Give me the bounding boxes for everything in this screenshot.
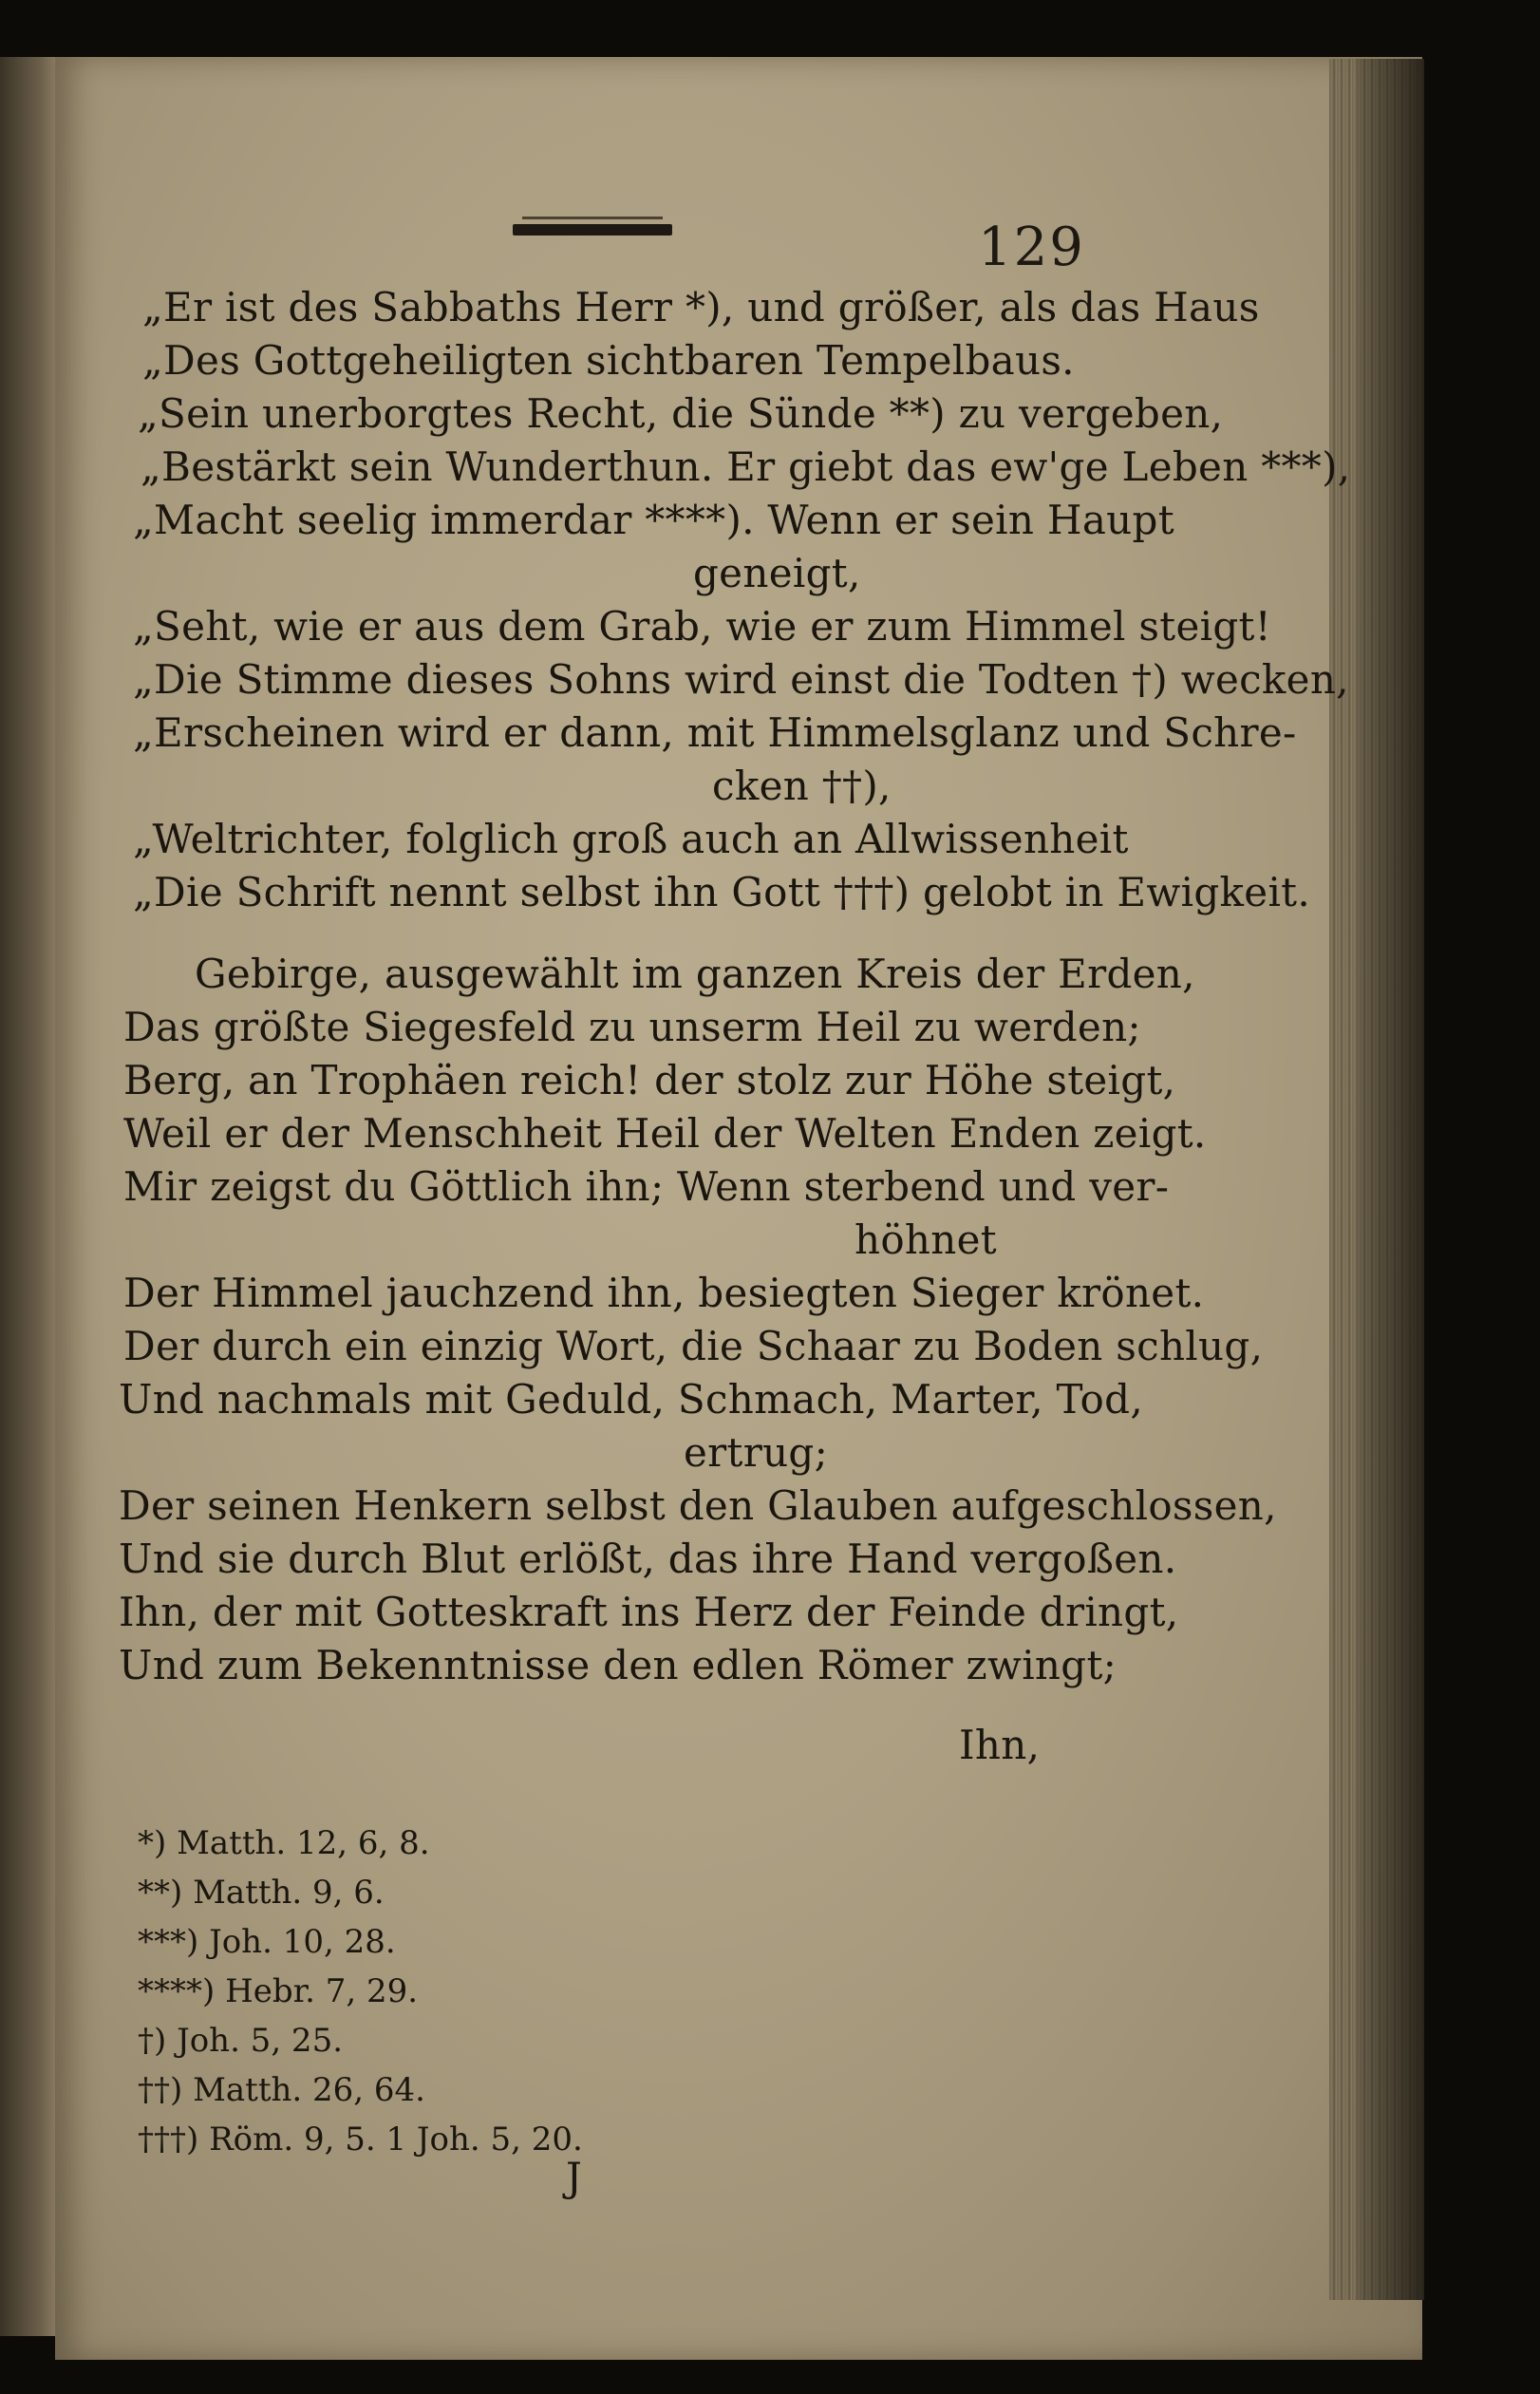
verse-line: „Macht seelig immerdar ****). Wenn er sein Haupt: [133, 497, 1174, 543]
signature-mark: J: [566, 2154, 582, 2200]
verse-line: „Er ist des Sabbaths Herr *), und größer, als das Haus: [142, 284, 1260, 330]
verse-line: „Die Stimme dieses Sohns wird einst die Todten †) wecken,: [133, 656, 1349, 703]
verse-line: Und zum Bekenntnisse den edlen Römer zwingt;: [119, 1642, 1117, 1688]
footnote: ††) Matth. 26, 64.: [138, 2071, 425, 2109]
verse-line: „Des Gottgeheiligten sichtbaren Tempelbaus.: [142, 337, 1075, 384]
verse-line: Und sie durch Blut erlößt, das ihre Hand vergoßen.: [119, 1536, 1177, 1582]
footnote: †††) Röm. 9, 5. 1 Joh. 5, 20.: [138, 2121, 583, 2158]
verse-line: „Erscheinen wird er dann, mit Himmelsglanz und Schre-: [133, 709, 1297, 756]
verse-line: Das größte Siegesfeld zu unserm Heil zu werden;: [123, 1004, 1141, 1050]
footnote: *) Matth. 12, 6, 8.: [138, 1824, 430, 1862]
verse-line: „Seht, wie er aus dem Grab, wie er zum Himmel steigt!: [133, 603, 1271, 650]
verse-line: Berg, an Trophäen reich! der stolz zur Höhe steigt,: [123, 1057, 1176, 1103]
verse-line-turnover: cken ††),: [712, 763, 892, 809]
verse-line: „Die Schrift nennt selbst ihn Gott †††) gelobt in Ewigkeit.: [133, 869, 1311, 915]
verse-line: „Sein unerborgtes Recht, die Sünde **) zu vergeben,: [138, 390, 1224, 437]
footnote: **) Matth. 9, 6.: [138, 1874, 385, 1912]
verse-line: Der durch ein einzig Wort, die Schaar zu Boden schlug,: [123, 1323, 1264, 1369]
page-number: 129: [978, 217, 1085, 278]
verse-line: Und nachmals mit Geduld, Schmach, Marter, Tod,: [119, 1376, 1143, 1423]
verse-line: „Weltrichter, folglich groß auch an Allwissenheit: [133, 816, 1129, 862]
verse-line: Ihn, der mit Gotteskraft ins Herz der Feinde dringt,: [119, 1589, 1179, 1635]
verse-line: Weil er der Menschheit Heil der Welten Enden zeigt.: [123, 1110, 1207, 1157]
verse-line: Der Himmel jauchzend ihn, besiegten Sieger krönet.: [123, 1270, 1205, 1316]
footnote: ***) Joh. 10, 28.: [138, 1923, 396, 1961]
catchword: Ihn,: [959, 1722, 1041, 1768]
verse-line: „Bestärkt sein Wunderthun. Er giebt das ew'ge Leben ***),: [141, 443, 1351, 490]
verse-line-turnover: geneigt,: [693, 550, 861, 596]
verse-line-turnover: höhnet: [855, 1216, 997, 1263]
verse-line: Der seinen Henkern selbst den Glauben aufgeschlossen,: [119, 1482, 1277, 1529]
verse-line: Gebirge, ausgewählt im ganzen Kreis der Erden,: [195, 951, 1195, 997]
footnote: ****) Hebr. 7, 29.: [138, 1972, 419, 2010]
footnote: †) Joh. 5, 25.: [138, 2022, 344, 2060]
verse-line-turnover: ertrug;: [684, 1429, 829, 1476]
verse-line: Mir zeigst du Göttlich ihn; Wenn sterbend und ver-: [123, 1163, 1170, 1210]
